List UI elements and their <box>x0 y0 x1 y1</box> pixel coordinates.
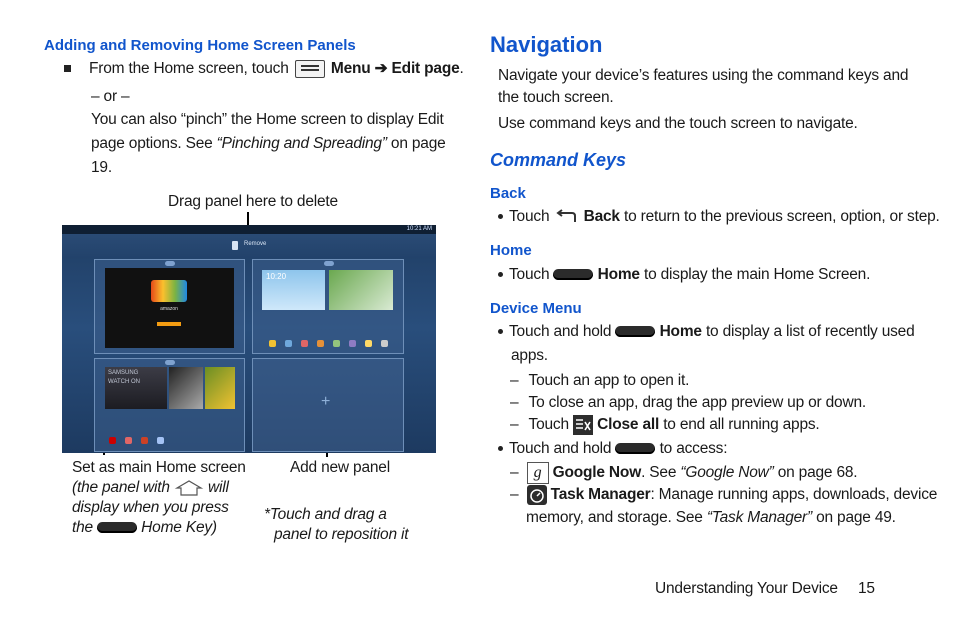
callout-main-line4 <box>72 516 217 540</box>
bullet-icon <box>498 329 503 334</box>
pinch-line1: You can also “pinch” the Home screen to display Edit <box>91 111 444 128</box>
home-panel-3[interactable] <box>94 358 245 452</box>
dash: – <box>510 464 519 481</box>
home-panel-2[interactable] <box>252 259 404 354</box>
callout-drag: Drag panel here to delete <box>168 193 338 210</box>
dm-sub3 <box>510 413 820 437</box>
watch-text-1: SAMSUNG <box>108 370 139 376</box>
intro1-line2: the touch screen. <box>498 89 614 106</box>
home-prefix: Touch <box>509 266 550 283</box>
dm1-line <box>498 320 915 344</box>
sky-image <box>262 270 325 310</box>
intro1-line1: Navigate your device’s features using the command keys and <box>498 67 909 84</box>
close-all-icon <box>573 415 593 435</box>
remove-bar <box>62 234 436 258</box>
home-key-icon <box>97 522 137 533</box>
app-icon <box>317 340 324 347</box>
dash: – <box>510 372 519 389</box>
home-key-icon <box>553 269 593 280</box>
footer-page-number: 15 <box>858 580 875 597</box>
task-manager-line2 <box>526 506 896 530</box>
app-icon <box>365 340 372 347</box>
dash: – <box>510 416 519 433</box>
pinch-line2-suffix: on page <box>390 135 446 152</box>
panel-2-tab <box>324 261 334 266</box>
app-icon <box>333 340 340 347</box>
dm1-suffix: to display a list of recently used <box>705 323 915 340</box>
dm-sub2 <box>510 391 866 415</box>
dm-sub3-prefix: Touch <box>528 416 569 433</box>
back-heading: Back <box>490 185 526 202</box>
callout-main-it1-prefix: (the panel with <box>72 479 170 496</box>
square-bullet-icon <box>64 65 71 72</box>
home-key-icon <box>615 443 655 454</box>
dm1-bold: Home <box>659 323 702 340</box>
trash-icon <box>232 241 238 250</box>
movie-image-2 <box>205 367 235 409</box>
store-widget <box>105 268 234 348</box>
status-bar <box>62 225 436 234</box>
page-title: Navigation <box>490 32 603 57</box>
pinch-ref: “Pinching and Spreading” <box>216 135 387 152</box>
dm-sub1-text: Touch an app to open it. <box>528 372 690 389</box>
tm-line2-suffix: on page 49. <box>816 509 896 526</box>
menu-icon <box>295 60 325 78</box>
callout-main-it3-prefix: the <box>72 519 93 536</box>
section-title: Adding and Removing Home Screen Panels <box>44 37 356 54</box>
arrow-icon: ➔ <box>374 60 388 77</box>
app-icon <box>285 340 292 347</box>
app-icon <box>301 340 308 347</box>
clock-text: 10:20 <box>266 272 287 281</box>
task-manager-icon <box>527 485 547 505</box>
step1-end: . <box>459 60 464 77</box>
watch-text-2: WATCH ON <box>108 379 140 385</box>
tm-ref: “Task Manager” <box>706 509 812 526</box>
app-icon <box>269 340 276 347</box>
app-icon <box>349 340 356 347</box>
book-covers <box>151 280 187 302</box>
add-panel[interactable] <box>252 358 404 452</box>
app-icon <box>381 340 388 347</box>
dm2-suffix: to access: <box>659 440 728 457</box>
dm1-prefix: Touch and hold <box>509 323 612 340</box>
plus-icon: + <box>321 393 331 410</box>
task-manager-bold: Task Manager <box>550 486 651 503</box>
app-icon <box>141 437 148 444</box>
home-outline-icon <box>174 479 204 497</box>
home-line <box>498 263 870 287</box>
callout-main-it3-suffix: Home Key) <box>141 519 217 536</box>
callout-main: Set as main Home screen <box>72 459 246 476</box>
dm-sub1 <box>510 369 689 393</box>
or-divider: – or – <box>91 88 130 105</box>
panel-3-tab <box>165 360 175 365</box>
dm1-line2: apps. <box>511 347 548 364</box>
footer-chapter: Understanding Your Device <box>655 580 838 597</box>
step1-prefix: From the Home screen, touch <box>89 60 289 77</box>
home-heading: Home <box>490 242 532 259</box>
remove-label: Remove <box>244 241 267 247</box>
book-image <box>329 270 393 310</box>
step-bullet-line <box>64 57 464 81</box>
home-key-icon <box>615 326 655 337</box>
tablet-edit-page-screenshot <box>62 225 436 453</box>
store-button <box>157 322 181 326</box>
bullet-icon <box>498 214 503 219</box>
dm2-line <box>498 437 727 461</box>
google-now-line <box>510 461 857 485</box>
home-suffix: to display the main Home Screen. <box>643 266 871 283</box>
app-icon <box>157 437 164 444</box>
callout-main-it1-suffix: will <box>208 479 229 496</box>
pinch-line2 <box>91 132 446 156</box>
task-manager-line <box>510 483 937 507</box>
tm-line2-prefix: memory, and storage. See <box>526 509 703 526</box>
status-time: 10:21 AM <box>406 226 432 232</box>
command-keys-heading: Command Keys <box>490 150 627 170</box>
bullet-icon <box>498 446 503 451</box>
dm-sub3-bold: Close all <box>597 416 660 433</box>
step1-menu: Menu <box>330 60 371 77</box>
dash: – <box>510 486 519 503</box>
google-g-icon: g <box>527 462 549 484</box>
callout-touch-line2: panel to reposition it <box>274 526 409 543</box>
home-bold: Home <box>597 266 640 283</box>
pinch-line2-prefix: page options. See <box>91 135 213 152</box>
back-suffix: to return to the previous screen, option, or step. <box>623 208 940 225</box>
back-arrow-icon <box>553 209 579 225</box>
callout-main-line3: display when you press <box>72 499 229 516</box>
bullet-icon <box>498 272 503 277</box>
home-panel-1[interactable] <box>94 259 245 354</box>
panel-1-tab <box>165 261 175 266</box>
back-bold: Back <box>583 208 620 225</box>
task-manager-suffix: : Manage running apps, downloads, device <box>650 486 938 503</box>
watch-on-widget <box>105 367 167 409</box>
dm-sub2-text: To close an app, drag the app preview up or down. <box>528 394 866 411</box>
app-icon <box>125 437 132 444</box>
back-prefix: Touch <box>509 208 550 225</box>
device-menu-heading: Device Menu <box>490 300 582 317</box>
google-now-ref: “Google Now” <box>680 464 774 481</box>
dm2-prefix: Touch and hold <box>509 440 612 457</box>
dm-sub3-suffix: to end all running apps. <box>663 416 820 433</box>
movie-image-1 <box>169 367 203 409</box>
google-now-bold: Google Now <box>552 464 642 481</box>
step1-edit: Edit page <box>391 60 460 77</box>
pinch-line3: 19. <box>91 159 112 176</box>
store-text: amazon <box>160 306 178 312</box>
callout-add: Add new panel <box>290 459 390 476</box>
google-now-mid: . See <box>641 464 677 481</box>
intro2: Use command keys and the touch screen to navigate. <box>498 115 858 132</box>
app-icon <box>109 437 116 444</box>
dash: – <box>510 394 519 411</box>
callout-touch-line1: *Touch and drag a <box>264 506 387 523</box>
google-now-suffix: on page 68. <box>777 464 858 481</box>
back-line <box>498 205 940 229</box>
